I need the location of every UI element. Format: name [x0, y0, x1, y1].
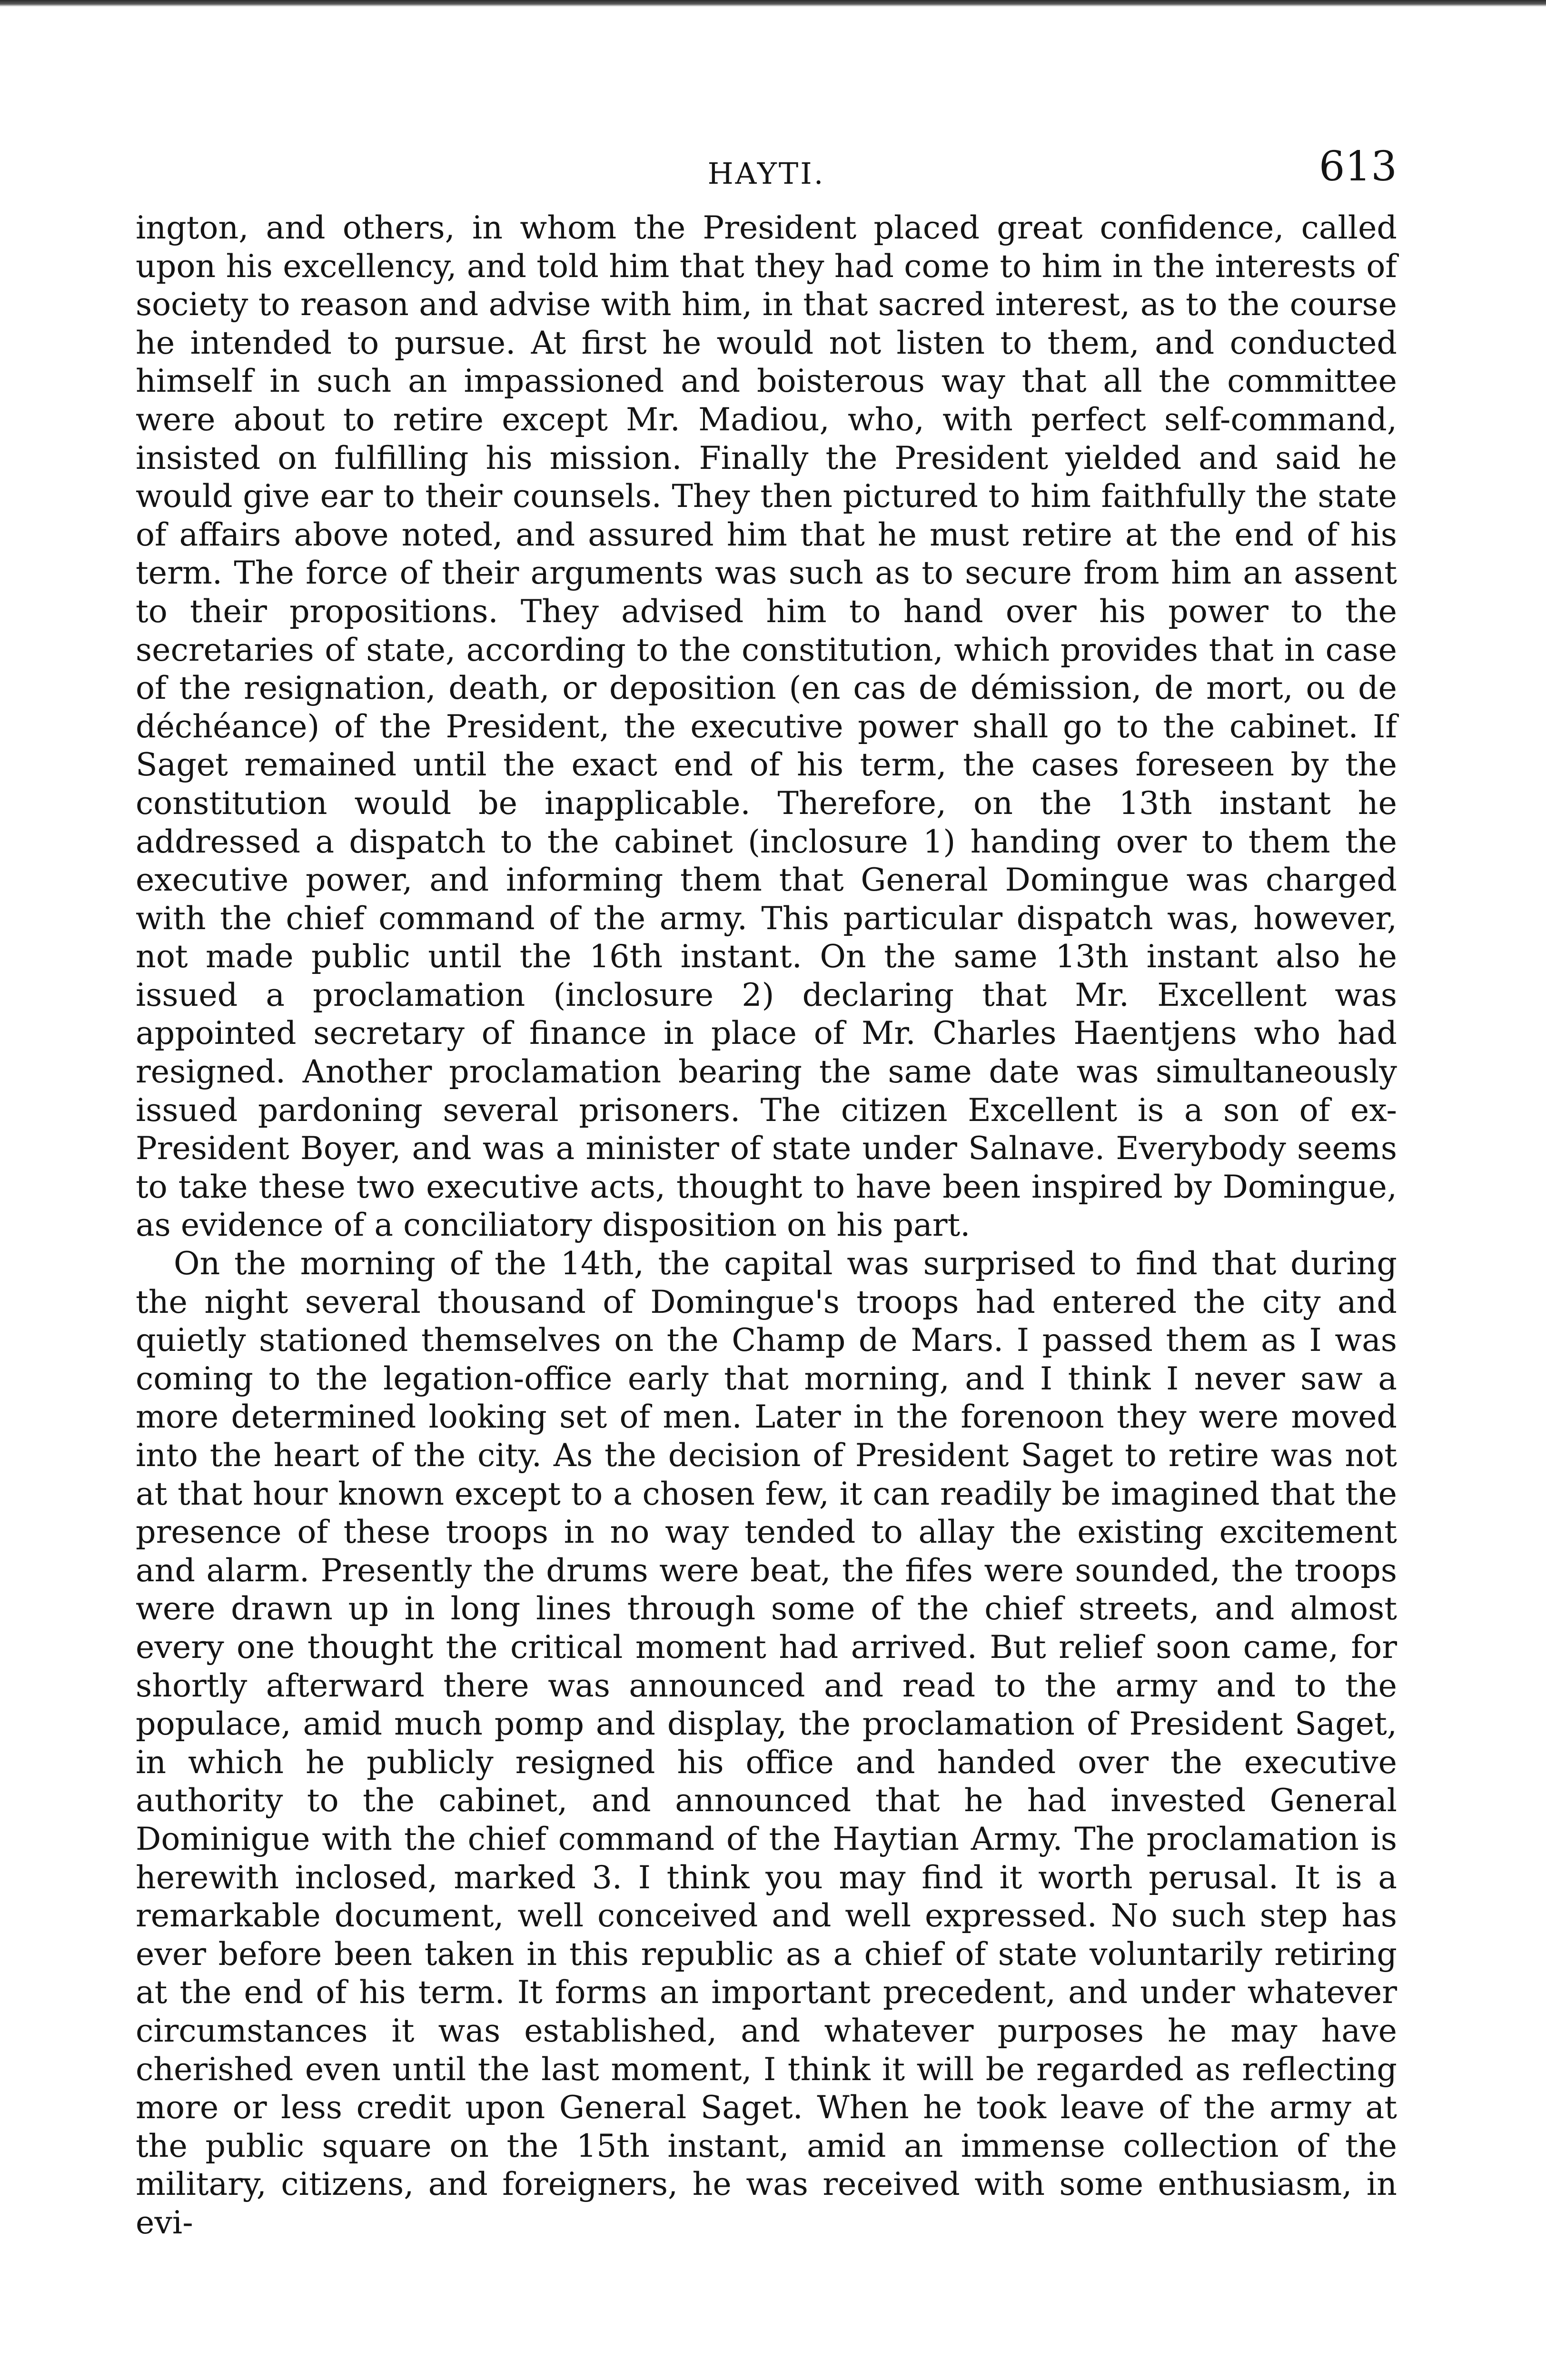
running-header — [136, 143, 1397, 200]
page-number: 613 — [1318, 143, 1397, 190]
paragraph-2: On the morning of the 14th, the capital was surprised to find that during the night several thousand of Domingue's troops had entered the city and quietly stationed themselves on the Champ de Mars. I passed them as I was coming to the legation-office early that morning, and I think I never saw a more determined looking set of men. Later in the forenoon they were moved into the heart of the city. As the decision of President Saget to retire was not at that hour known except to a chosen few, it can readily be imagined that the presence of these troops in no way tended to allay the existing excitement and alarm. Presently the drums were beat, the fifes were sounded, the troops were drawn up in long lines through some of the chief streets, and almost every one thought the critical moment had arrived. But relief soon came, for shortly afterward there was announced and read to the army and to the populace, amid much pomp and display, the proclamation of President Saget, in which he publicly resigned his office and handed over the executive authority to the cabinet, and announced that he had invested General Dominigue with the chief command of the Haytian Army. The proclamation is herewith inclosed, marked 3. I think you may find it worth perusal. It is a remarkable document, well conceived and well expressed. No such step has ever before been taken in this republic as a chief of state voluntarily retiring at the end of his term. It forms an important precedent, and under whatever circumstances it was established, and whatever purposes he may have cherished even until the last moment, I think it will be regarded as reflecting more or less credit upon General Saget. When he took leave of the army at the public square on the 15th instant, amid an immense collection of the military, citizens, and foreigners, he was received with some enthusiasm, in evi- — [136, 1245, 1397, 2241]
document-page — [136, 143, 1397, 2241]
paragraph-1: ington, and others, in whom the President placed great confidence, called upon his excellency, and told him that they had come to him in the interests of society to reason and advise with him, in that sacred interest, as to the course he intended to pursue. At first he would not listen to them, and conducted himself in such an impassioned and boisterous way that all the committee were about to retire except Mr. Madiou, who, with perfect self-command, insisted on fulfilling his mission. Finally the President yielded and said he would give ear to their counsels. They then pictured to him faithfully the state of affairs above noted, and assured him that he must retire at the end of his term. The force of their arguments was such as to secure from him an assent to their propositions. They advised him to hand over his power to the secretaries of state, according to the constitution, which provides that in case of the resignation, death, or deposition (en cas de démission, de mort, ou de déchéance) of the President, the executive power shall go to the cabinet. If Saget remained until the exact end of his term, the cases foreseen by the constitution would be inapplicable. Therefore, on the 13th instant he addressed a dispatch to the cabinet (inclosure 1) handing over to them the executive power, and informing them that General Domingue was charged with the chief command of the army. This particular dispatch was, however, not made public until the 16th instant. On the same 13th instant also he issued a proclamation (inclosure 2) declaring that Mr. Excellent was appointed secretary of finance in place of Mr. Charles Haentjens who had resigned. Another proclamation bearing the same date was simultaneously issued pardoning several prisoners. The citizen Excellent is a son of ex-President Boyer, and was a minister of state under Salnave. Everybody seems to take these two executive acts, thought to have been inspired by Domingue, as evidence of a conciliatory disposition on his part. — [136, 209, 1397, 1244]
body-text — [136, 208, 1397, 2241]
scan-top-edge — [0, 0, 1546, 7]
running-title: HAYTI. — [707, 156, 825, 191]
